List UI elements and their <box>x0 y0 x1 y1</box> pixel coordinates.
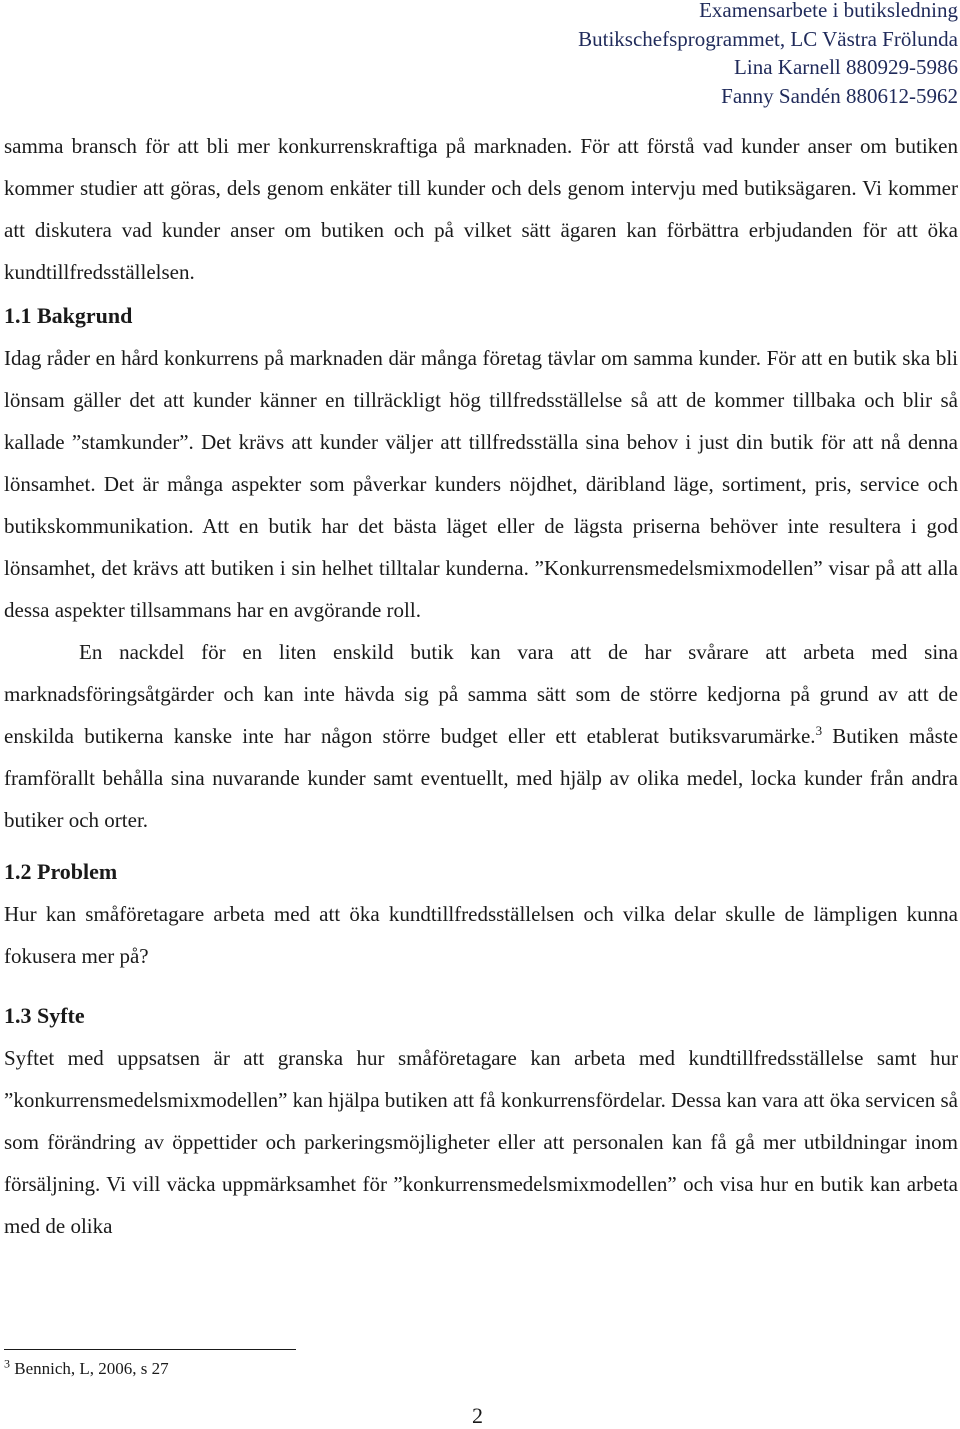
header-program: Butikschefsprogrammet, LC Västra Frölunda <box>578 26 958 51</box>
page-number: 2 <box>472 1403 483 1428</box>
header-thesis-title: Examensarbete i butiksledning <box>699 0 958 22</box>
bakgrund-paragraph-1: Idag råder en hård konkurrens på marknaden där många företag tävlar om samma kunder. För att en butik ska bli lönsam gäller det att kunder känner en tillräckligt hög tillfredsställelse så att de kommer tillbaka och blir så kallade ”stamkunder”. Det krävs att kunder väljer att tillfredsställa sina behov i just din butik för att nå denna lönsamhet. Det är många aspekter som påverkar kunders nöjdhet, däribland läge, sortiment, pris, service och butikskommunikation. Att en butik har det bästa läget eller de lägsta priserna behöver inte resultera i god lönsamhet, det krävs att butiken i sin helhet tilltalar kunderna. ”Konkurrensmedelsmixmodellen” visar på att alla dessa aspekter tillsammans har en avgörande roll. <box>4 346 958 622</box>
syfte-paragraph: Syftet med uppsatsen är att granska hur småföretagare kan arbeta med kundtillfredsställelse samt hur ”konkurrensmedelsmixmodellen” kan hjälpa butiken att få konkurrensfördelar. Dessa kan vara att öka servicen så som förändring av öppettider och parkeringsmöjligheter eller att personalen kan få gå mer utbildningar inom försäljning. Vi vill väcka uppmärksamhet för ”konkurrensmedelsmixmodellen” och visa hur en butik kan arbeta med de olika <box>4 1046 958 1238</box>
running-header <box>578 0 958 110</box>
footnote-reference: 3 <box>815 723 823 738</box>
page-body <box>4 125 958 1247</box>
header-author-2: Fanny Sandén 880612-5962 <box>721 83 958 108</box>
footnote-divider <box>4 1349 296 1350</box>
section-heading-problem: 1.2 Problem <box>4 859 118 884</box>
bakgrund-paragraph-2-start: En nackdel för en liten enskild butik kan vara att de har svårare att arbeta med sina marknadsföringsåtgärder och kan inte hävda sig på samma sätt som de större kedjorna på grund av att de enskilda butikerna kanske inte har någon större budget eller ett etablerat butiksvarumärke. <box>4 640 958 748</box>
footnote <box>4 1358 169 1380</box>
footnote-number: 3 <box>4 1356 10 1371</box>
intro-paragraph: samma bransch för att bli mer konkurrenskraftiga på marknaden. För att förstå vad kunder anser om butiken kommer studier att göras, dels genom enkäter till kunder och dels genom intervju med butiksägaren. Vi kommer att diskutera vad kunder anser om butiken och på vilket sätt ägaren kan förbättra erbjudanden för att öka kundtillfredsställelsen. <box>4 134 958 284</box>
section-heading-bakgrund: 1.1 Bakgrund <box>4 303 133 328</box>
footnote-text: Bennich, L, 2006, s 27 <box>10 1359 169 1378</box>
bakgrund-paragraph-2-end: Butiken måste framförallt behålla sina nuvarande kunder samt eventuellt, med hjälp av olika medel, locka kunder från andra butiker och orter. <box>4 724 958 832</box>
section-heading-syfte: 1.3 Syfte <box>4 1003 85 1028</box>
header-author-1: Lina Karnell 880929-5986 <box>734 55 958 79</box>
bakgrund-paragraph-2 <box>4 631 958 841</box>
problem-paragraph: Hur kan småföretagare arbeta med att öka kundtillfredsställelsen och vilka delar skulle de lämpligen kunna fokusera mer på? <box>4 902 958 968</box>
